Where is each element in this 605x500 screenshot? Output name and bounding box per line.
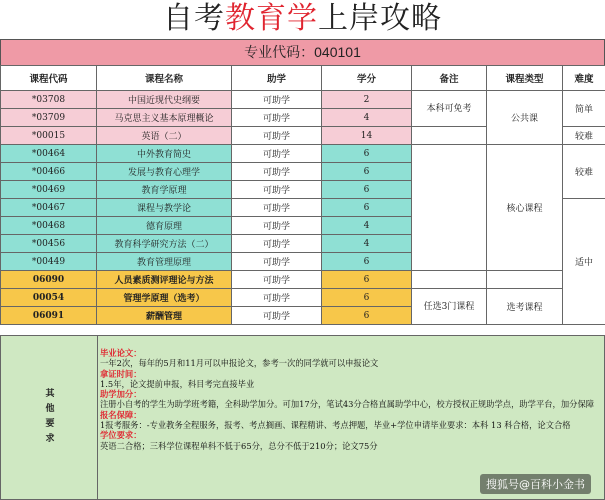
header-credit: 学分 (322, 66, 412, 91)
guarantee-text: 1报考服务：-专业教务全程服务，报考、考点搁画、课程精讲、考点押题，毕业+学位申请毕业要求：本科 13 科合格，论文合格 (100, 420, 571, 431)
course-credit: 4 (322, 217, 412, 235)
type-elective: 选考课程 (487, 289, 563, 325)
guarantee-heading: 报名保障： (100, 409, 142, 420)
course-credit: 4 (322, 109, 412, 127)
course-name: 发展与教育心理学 (97, 163, 232, 181)
page-title (0, 0, 605, 38)
header-name: 课程名称 (97, 66, 232, 91)
course-credit: 6 (322, 307, 412, 325)
type-public: 公共课 (487, 91, 563, 145)
course-name: 德育原理 (97, 217, 232, 235)
course-credit: 6 (322, 289, 412, 307)
bonus-heading: 助学加分： (100, 389, 142, 400)
course-code: *03709 (1, 109, 97, 127)
course-credit: 6 (322, 145, 412, 163)
course-name: 教育学原理 (97, 181, 232, 199)
course-code: 06091 (1, 307, 97, 325)
table-row (1, 145, 605, 163)
course-code: *00464 (1, 145, 97, 163)
course-aid: 可助学 (232, 181, 322, 199)
course-code: *00468 (1, 217, 97, 235)
course-aid: 可助学 (232, 271, 322, 289)
course-code: *00015 (1, 127, 97, 145)
watermark: 搜狐号@百科小金书 (480, 474, 591, 494)
table-row (1, 91, 605, 109)
course-name: 课程与教学论 (97, 199, 232, 217)
course-code: *00456 (1, 235, 97, 253)
course-credit: 6 (322, 181, 412, 199)
course-code: *00467 (1, 199, 97, 217)
course-code: 00054 (1, 289, 97, 307)
cert-heading: 拿证时间： (100, 368, 142, 379)
course-aid: 可助学 (232, 163, 322, 181)
note-empty (412, 145, 487, 271)
major-code-bar: 专业代码：040101 (0, 39, 605, 66)
course-aid: 可助学 (232, 253, 322, 271)
table-header (1, 66, 605, 91)
course-credit: 6 (322, 253, 412, 271)
course-aid: 可助学 (232, 91, 322, 109)
course-aid: 可助学 (232, 235, 322, 253)
title-prefix: 自考 (163, 1, 225, 36)
title-highlight: 教育学 (225, 1, 318, 36)
course-aid: 可助学 (232, 127, 322, 145)
other-body (100, 348, 602, 451)
note-empty (412, 127, 487, 145)
table-row (1, 289, 605, 307)
difficulty-harder: 较难 (563, 127, 605, 145)
bonus-text: 注册小自考的学生为助学班考籍，全科助学加分。可加17分，笔试43分合格直属助学中心，校方授权正规助学点，助学平台，加分保障 (100, 399, 595, 410)
course-credit: 6 (322, 163, 412, 181)
course-aid: 可助学 (232, 109, 322, 127)
degree-text: 英语二合格；三科学位课程单科不低于65分，总分不低于210分；论文75分 (100, 440, 378, 451)
course-aid: 可助学 (232, 307, 322, 325)
course-name: 中国近现代史纲要 (97, 91, 232, 109)
note-empty (412, 271, 487, 289)
course-table (0, 65, 605, 325)
thesis-text: 一年2次，每年的5月和11月可以申报论文，参考一次的同学就可以申报论文 (100, 358, 379, 369)
course-name: 教育管理原理 (97, 253, 232, 271)
header-aid: 助学 (232, 66, 322, 91)
course-code: 06090 (1, 271, 97, 289)
header-code: 课程代码 (1, 66, 97, 91)
header-type: 课程类型 (487, 66, 563, 91)
cert-text: 1.5年，论文提前申报，科目考完直接毕业 (100, 378, 255, 389)
table-row (1, 271, 605, 289)
course-name: 管理学原理（选考） (97, 289, 232, 307)
header-note: 备注 (412, 66, 487, 91)
degree-heading: 学位要求： (100, 430, 142, 441)
type-core: 核心课程 (487, 145, 563, 271)
course-credit: 14 (322, 127, 412, 145)
course-name: 教育科学研究方法（二） (97, 235, 232, 253)
header-difficulty: 难度 (563, 66, 605, 91)
other-label: 其他要求 (1, 336, 98, 499)
thesis-heading: 毕业论文： (100, 348, 142, 358)
course-aid: 可助学 (232, 199, 322, 217)
course-aid: 可助学 (232, 217, 322, 235)
course-aid: 可助学 (232, 289, 322, 307)
course-code: *03708 (1, 91, 97, 109)
course-name: 薪酬管理 (97, 307, 232, 325)
course-name: 英语（二） (97, 127, 232, 145)
title-suffix: 上岸攻略 (318, 1, 442, 36)
difficulty-easy: 简单 (563, 91, 605, 127)
course-name: 人员素质测评理论与方法 (97, 271, 232, 289)
course-aid: 可助学 (232, 145, 322, 163)
difficulty-moderate: 适中 (563, 199, 605, 325)
course-credit: 6 (322, 271, 412, 289)
type-empty (487, 271, 563, 289)
difficulty-harder: 较难 (563, 145, 605, 199)
course-code: *00449 (1, 253, 97, 271)
course-credit: 4 (322, 235, 412, 253)
note-exempt: 本科可免考 (412, 91, 487, 127)
course-code: *00466 (1, 163, 97, 181)
note-elective: 任选3门课程 (412, 289, 487, 325)
course-credit: 2 (322, 91, 412, 109)
course-name: 中外教育简史 (97, 145, 232, 163)
course-code: *00469 (1, 181, 97, 199)
course-credit: 6 (322, 199, 412, 217)
course-name: 马克思主义基本原理概论 (97, 109, 232, 127)
